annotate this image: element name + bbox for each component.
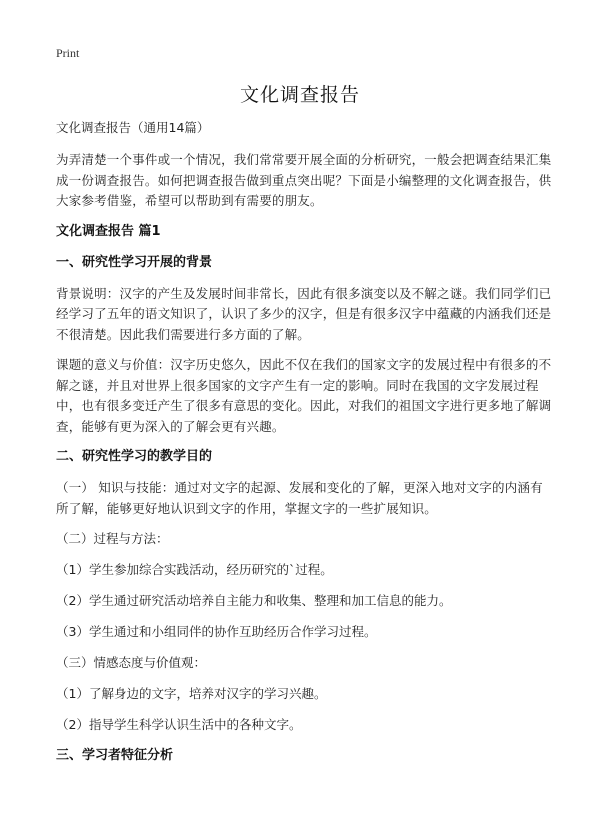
list-item: （2）指导学生科学认识生活中的各种文字。 [56,717,302,732]
document-body [56,118,552,777]
emotion-heading: （三）情感态度与价值观： [56,655,207,670]
document-subtitle: 文化调查报告（通用14篇） [56,120,210,135]
knowledge-paragraph: （一） 知识与技能：通过对文字的起源、发展和变化的了解，更深入地对文字的内涵有所了解，能够更好地认识到文字的作用，掌握文字的一些扩展知识。 [56,480,543,516]
page-title: 文化调查报告 [239,84,360,106]
section-heading-background: 一、研究性学习开展的背景 [56,254,213,270]
list-item: （1）了解身边的文字，培养对汉字的学习兴趣。 [56,686,327,701]
list-item: （1）学生参加综合实践活动，经历研究的`过程。 [56,562,333,577]
article-title: 文化调查报告 篇1 [56,223,161,239]
print-link[interactable]: Print [56,46,80,60]
intro-paragraph: 为弄清楚一个事件或一个情况，我们常常要开展全面的分析研究，一般会把调查结果汇集成一份调查报告。如何把调查报告做到重点突出呢？下面是小编整理的文化调查报告，供大家参考借鉴，希望可以帮助到有需要的朋友。 [56,152,552,208]
process-heading: （二）过程与方法： [56,531,169,546]
list-item: （2）学生通过研究活动培养自主能力和收集、整理和加工信息的能力。 [56,593,452,608]
section-heading-learners: 三、学习者特征分析 [56,748,174,763]
significance-paragraph: 课题的意义与价值：汉字历史悠久，因此不仅在我们的国家文字的发展过程中有很多的不解之谜，并且对世界上很多国家的文字产生有一定的影响。同时在我国的文字发展过程中，也有很多变迁产生了很多有意思的变化。因此，对我们的祖国文字进行更多地了解调查，能够有更为深入的了解会更有兴趣。 [56,357,552,434]
section-heading-objectives: 二、研究性学习的教学目的 [56,449,213,464]
list-item: （3）学生通过和小组同伴的协作互助经历合作学习过程。 [56,624,377,639]
background-paragraph: 背景说明：汉字的产生及发展时间非常长，因此有很多演变以及不解之谜。我们同学们已经学习了五年的语文知识了，认识了多少的汉字，但是有很多汉字中蕴藏的内涵我们还是不很清楚。因此我们需要进行多方面的了解。 [56,285,552,342]
